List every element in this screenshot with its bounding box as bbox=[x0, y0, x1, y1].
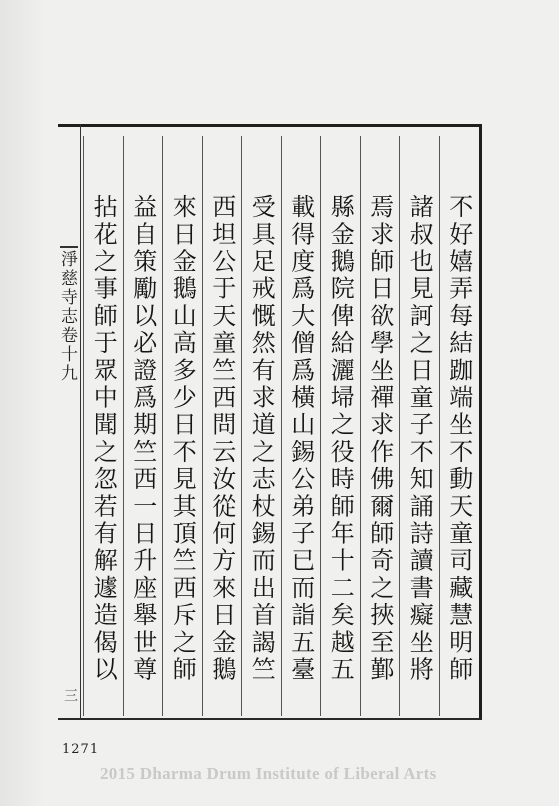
text-column bbox=[281, 136, 321, 716]
margin-leaf-number: 三 bbox=[62, 688, 78, 702]
column-text: 受具足戒慨然有求道之志杖錫而出首謁竺 bbox=[247, 194, 276, 684]
column-text: 不好嬉弄每結跏端坐不動天童司藏慧明師 bbox=[444, 194, 473, 684]
text-column bbox=[320, 136, 360, 716]
fishtail-mark bbox=[60, 246, 78, 248]
column-text: 焉求師日欲學坐禪求作佛爾師奇之挾至鄞 bbox=[365, 194, 394, 684]
text-column bbox=[123, 136, 163, 716]
column-text: 載得度爲大僧爲橫山錫公弟子已而詣五臺 bbox=[286, 194, 315, 684]
margin-title: 淨慈寺志卷十九 bbox=[57, 250, 77, 383]
text-column bbox=[241, 136, 281, 716]
column-text: 諸叔也見訶之日童子不知誦詩讀書癡坐將 bbox=[405, 194, 434, 684]
page-number: 1271 bbox=[62, 742, 100, 757]
watermark: 2015 Dharma Drum Institute of Liberal Arts bbox=[100, 764, 437, 783]
text-column bbox=[162, 136, 202, 716]
text-columns bbox=[80, 136, 478, 716]
column-text: 來日金鵝山高多少日不見其頂竺西斥之師 bbox=[168, 194, 197, 684]
column-text: 西坦公于天童竺西問云汝從何方來日金鵝 bbox=[207, 194, 236, 684]
margin-column bbox=[58, 124, 81, 720]
text-column bbox=[360, 136, 400, 716]
column-text: 拈花之事師于眾中聞之忽若有解遽造偈以 bbox=[89, 194, 118, 684]
text-column bbox=[399, 136, 439, 716]
column-text: 縣金鵝院俾給灑埽之役時師年十二矣越五 bbox=[326, 194, 355, 684]
column-text: 益自策勵以必證爲期竺西一日升座舉世尊 bbox=[128, 194, 157, 684]
text-column bbox=[439, 136, 479, 716]
text-column bbox=[83, 136, 123, 716]
text-column bbox=[202, 136, 242, 716]
